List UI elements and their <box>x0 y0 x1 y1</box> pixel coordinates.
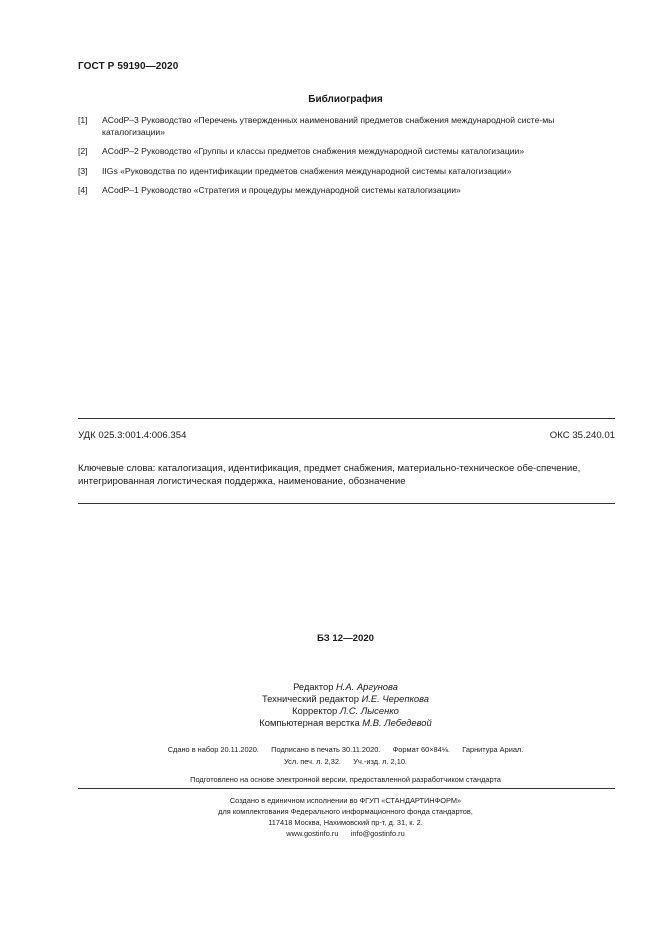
divider-publisher <box>78 788 615 789</box>
bibliography-item-number: [1] <box>78 115 88 125</box>
bibliography-title: Библиография <box>308 94 383 105</box>
bibliography-item <box>78 166 618 178</box>
bibliography-item-text: ACodP–1 Руководство «Стратегия и процедуры международной системы каталогизации» <box>102 185 461 195</box>
publisher-line1: Создано в единичном исполнении во ФГУП «СТАНДАРТИНФОРМ» <box>229 796 462 805</box>
bibliography-item-number: [2] <box>78 146 88 156</box>
bibliography-item-number: [3] <box>78 165 88 176</box>
publisher-line4: www.gostinfo.ru info@gostinfo.ru <box>286 829 405 838</box>
staff-credits <box>0 681 661 729</box>
layout-role: Компьютерная верстка <box>259 717 360 728</box>
publisher-line3: 117418 Москва, Нахимовский пр-т, д. 31, к. 2. <box>268 818 423 827</box>
bibliography-item <box>78 115 618 138</box>
corrector-row <box>30 705 661 717</box>
oks-code: ОКС 35.240.01 <box>549 430 615 441</box>
editor-row <box>30 681 661 693</box>
bibliography-item-text: IIGs «Руководства по идентификации предметов снабжения международной системы каталогизации» <box>102 165 512 176</box>
layout-row <box>30 717 661 729</box>
bz-number: БЗ 12—2020 <box>316 633 375 644</box>
corrector-name: Л.С. Лысенко <box>339 705 399 716</box>
keywords: Ключевые слова: каталогизация, идентификация, предмет снабжения, материально-техническое обе-спечение, интегрированная логистическая поддержка, наименование, обозначение <box>78 463 581 487</box>
prepared-note: Подготовлено на основе электронной версии, предоставленной разработчиком стандарта <box>190 775 501 784</box>
tech-editor-role: Технический редактор <box>261 693 359 704</box>
document-code: ГОСТ Р 59190—2020 <box>78 61 179 72</box>
tech-editor-row <box>30 693 661 705</box>
bibliography-list <box>78 115 618 205</box>
bibliography-item-text: ACodP–3 Руководство «Перечень утвержденных наименований предметов снабжения международной систе-мы каталогизации» <box>102 115 555 137</box>
bibliography-item <box>78 185 618 197</box>
publisher-info <box>0 795 661 839</box>
bibliography-item <box>78 146 618 158</box>
tech-editor-name: И.Е. Черепкова <box>361 693 430 704</box>
bibliography-item-text: ACodP–2 Руководство «Группы и классы предметов снабжения международной системы каталогизации» <box>102 146 525 156</box>
printing-info-line2: Усл. печ. л. 2,32. Уч.-изд. л. 2,10. <box>283 757 407 766</box>
editor-name: Н.А. Аргунова <box>336 681 398 692</box>
printing-info-line1: Сдано в набор 20.11.2020. Подписано в печать 30.11.2020. Формат 60×84⅛. Гарнитура Ариал. <box>167 745 524 754</box>
bibliography-item-number: [4] <box>78 185 88 195</box>
publisher-line2: для комплектования Федерального информационного фонда стандартов, <box>218 807 473 816</box>
udc-code: УДК 025.3:001.4:006.354 <box>78 430 187 441</box>
layout-name: М.В. Лебедевой <box>362 717 432 728</box>
corrector-role: Корректор <box>292 705 338 716</box>
divider-top <box>78 418 615 419</box>
divider-bottom <box>78 503 615 504</box>
editor-role: Редактор <box>293 681 334 692</box>
